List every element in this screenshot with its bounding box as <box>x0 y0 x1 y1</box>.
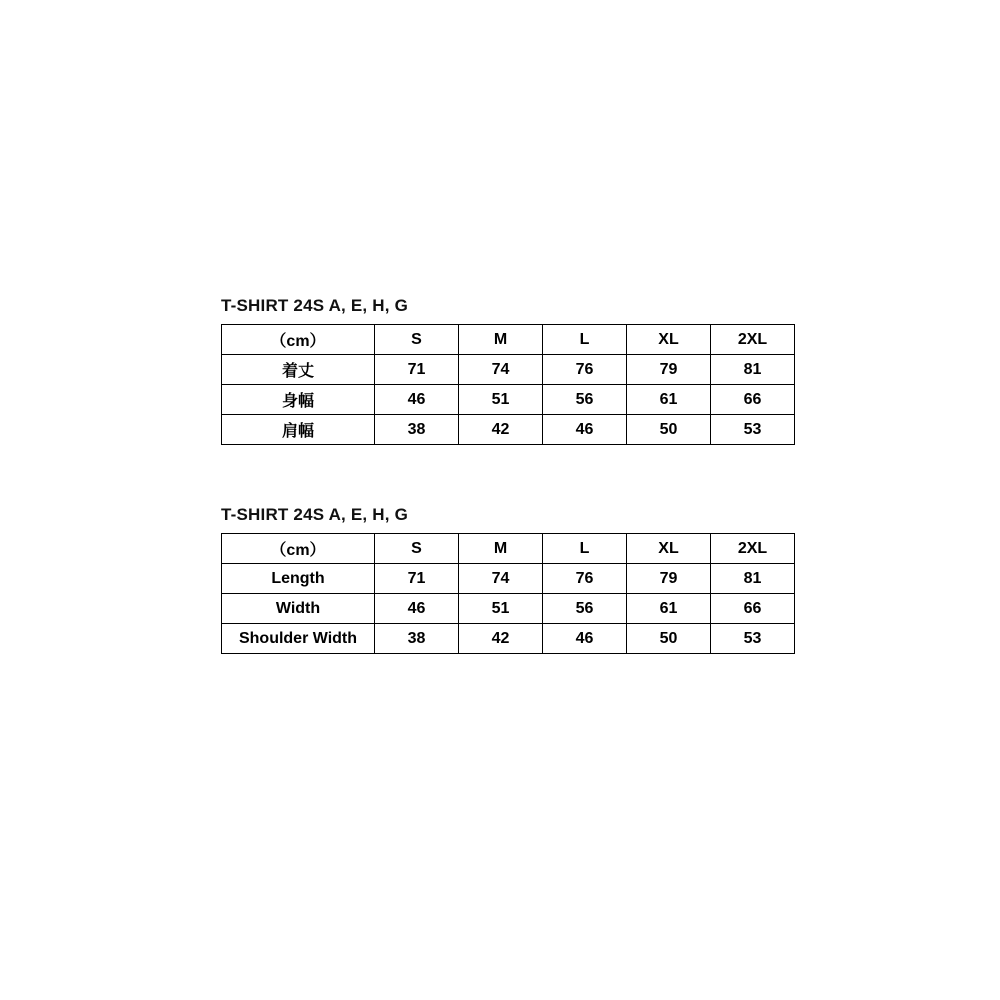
size-table-block-japanese <box>221 296 768 445</box>
column-header-2xl: 2XL <box>711 325 795 355</box>
column-header-xl: XL <box>627 534 711 564</box>
cell-kitake-m: 74 <box>459 355 543 385</box>
table-row <box>222 355 795 385</box>
cell-katahaba-l: 46 <box>543 415 627 445</box>
cell-mihaba-l: 56 <box>543 385 627 415</box>
unit-header-cell: （cm） <box>222 325 375 355</box>
table-row <box>222 594 795 624</box>
cell-katahaba-m: 42 <box>459 415 543 445</box>
column-header-2xl: 2XL <box>711 534 795 564</box>
cell-length-s: 71 <box>375 564 459 594</box>
table-row <box>222 564 795 594</box>
cell-shoulder-width-m: 42 <box>459 624 543 654</box>
cell-katahaba-xl: 50 <box>627 415 711 445</box>
table-row <box>222 415 795 445</box>
cell-width-l: 56 <box>543 594 627 624</box>
table-row <box>222 624 795 654</box>
table-header-row <box>222 534 795 564</box>
cell-width-xl: 61 <box>627 594 711 624</box>
cell-kitake-xl: 79 <box>627 355 711 385</box>
row-label-width: Width <box>222 594 375 624</box>
row-label-shoulder-width: Shoulder Width <box>222 624 375 654</box>
cell-katahaba-2xl: 53 <box>711 415 795 445</box>
cell-length-m: 74 <box>459 564 543 594</box>
cell-length-l: 76 <box>543 564 627 594</box>
row-label-mihaba: 身幅 <box>222 385 375 415</box>
column-header-m: M <box>459 325 543 355</box>
cell-mihaba-xl: 61 <box>627 385 711 415</box>
column-header-s: S <box>375 325 459 355</box>
row-label-length: Length <box>222 564 375 594</box>
size-table-block-english <box>221 505 768 654</box>
row-label-katahaba: 肩幅 <box>222 415 375 445</box>
unit-header-cell: （cm） <box>222 534 375 564</box>
column-header-xl: XL <box>627 325 711 355</box>
cell-mihaba-s: 46 <box>375 385 459 415</box>
cell-length-2xl: 81 <box>711 564 795 594</box>
cell-shoulder-width-l: 46 <box>543 624 627 654</box>
column-header-l: L <box>543 534 627 564</box>
size-table-title-japanese: T-SHIRT 24S A, E, H, G <box>221 296 409 315</box>
size-table-japanese <box>221 324 795 445</box>
size-table-title-english: T-SHIRT 24S A, E, H, G <box>221 505 409 524</box>
cell-length-xl: 79 <box>627 564 711 594</box>
cell-shoulder-width-2xl: 53 <box>711 624 795 654</box>
cell-width-2xl: 66 <box>711 594 795 624</box>
cell-kitake-s: 71 <box>375 355 459 385</box>
cell-katahaba-s: 38 <box>375 415 459 445</box>
cell-mihaba-2xl: 66 <box>711 385 795 415</box>
table-row <box>222 385 795 415</box>
table-header-row <box>222 325 795 355</box>
size-table-english <box>221 533 795 654</box>
cell-mihaba-m: 51 <box>459 385 543 415</box>
cell-shoulder-width-s: 38 <box>375 624 459 654</box>
column-header-l: L <box>543 325 627 355</box>
cell-kitake-2xl: 81 <box>711 355 795 385</box>
row-label-kitake: 着丈 <box>222 355 375 385</box>
cell-kitake-l: 76 <box>543 355 627 385</box>
column-header-m: M <box>459 534 543 564</box>
cell-width-s: 46 <box>375 594 459 624</box>
column-header-s: S <box>375 534 459 564</box>
cell-shoulder-width-xl: 50 <box>627 624 711 654</box>
cell-width-m: 51 <box>459 594 543 624</box>
